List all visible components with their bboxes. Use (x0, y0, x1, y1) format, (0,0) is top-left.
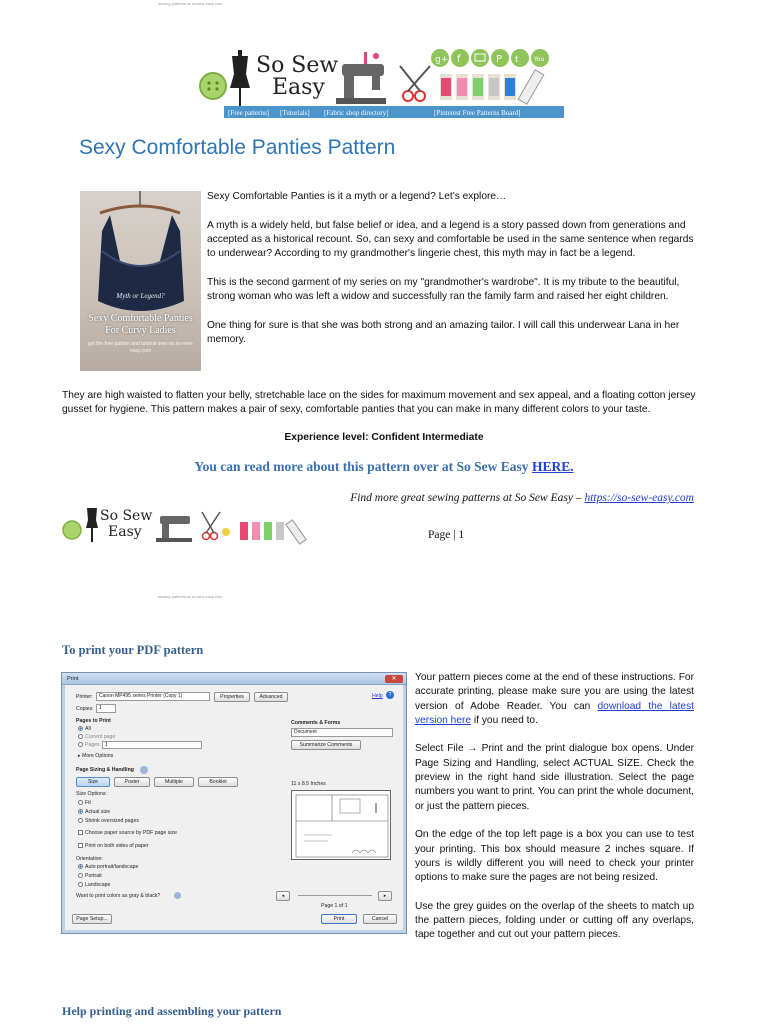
close-icon[interactable]: ✕ (385, 675, 403, 683)
scissors-icon (202, 512, 220, 540)
intro-paragraph: This is the second garment of my series on my "grandmother's wardrobe". It is my tribute to the beautiful, strong woman who was left a widow and successfully ran the family farm and raised her eight children. (207, 276, 680, 303)
find-more-line (300, 492, 694, 504)
size-options-label: Size Options: (76, 791, 107, 797)
banner-link-free-patterns[interactable]: [Free patterns] (228, 109, 270, 117)
brand-easy: Easy (272, 75, 325, 100)
print-button[interactable]: Print (321, 914, 357, 924)
read-more-link[interactable]: HERE. (531, 459, 574, 474)
page-slider[interactable] (298, 895, 372, 896)
cover-tag: Myth or Legend? (116, 292, 165, 300)
orientation-label: Orientation: (76, 856, 103, 862)
button-icon (63, 521, 81, 539)
page-number: Page | 1 (428, 529, 465, 541)
cover-subtitle: get the free pattern and tutorial over on so-sew-easy.com (87, 341, 194, 354)
copies-label: Copies: (76, 706, 94, 712)
tape-icon (222, 528, 230, 536)
print-section-heading: To print your PDF pattern (62, 643, 204, 657)
next-page-button[interactable]: ▸ (378, 891, 392, 901)
comments-forms-heading: Comments & Forms (291, 720, 341, 726)
footer-logo (60, 502, 315, 546)
tab-poster[interactable]: Poster (114, 777, 150, 787)
footer-brand-easy: Easy (108, 524, 142, 540)
option-pages[interactable]: Pages (78, 742, 100, 748)
page-title: Sexy Comfortable Panties Pattern (79, 136, 396, 159)
option-shrink[interactable]: Shrink oversized pages (78, 818, 139, 824)
printer-label: Printer: (76, 694, 93, 700)
option-portrait[interactable]: Portrait (78, 873, 102, 879)
svg-text:g+: g+ (435, 55, 449, 65)
copies-input[interactable]: 1 (96, 704, 116, 713)
svg-text:f: f (457, 54, 461, 65)
more-options-toggle[interactable]: ▸ More Options (78, 753, 114, 759)
cover-image (80, 191, 201, 371)
option-current-page[interactable]: Current page (78, 734, 115, 740)
option-actual-size[interactable]: Actual size (78, 809, 110, 815)
read-more-text: You can read more about this pattern over at So Sew Easy (194, 459, 532, 474)
read-more-line (0, 459, 768, 475)
option-all[interactable]: All (78, 726, 91, 732)
sewing-machine-icon (156, 516, 192, 542)
cancel-button[interactable]: Cancel (363, 914, 397, 924)
print-paragraph: Use the grey guides on the overlap of the sheets to match up the pattern pieces, folding under or cutting off any overlaps, tape together and cut out your pattern pieces. (415, 900, 694, 941)
paper-size-label: 11 x 8.5 Inches (291, 781, 326, 787)
print-instructions (415, 671, 694, 957)
print-paragraph: Select File → Print and the print dialogue box opens. Under Page Sizing and Handling, select ACTUAL SIZE. Check the preview in the right hand side illustration. Select the page numbers you want to print. You can print the whole document, or just the pattern pieces. (415, 743, 694, 812)
site-banner[interactable] (194, 44, 564, 122)
cover-title: Sexy Comfortable Panties For Curvy Ladies (88, 313, 193, 336)
svg-text:t: t (515, 55, 519, 65)
option-auto-orientation[interactable]: Auto portrait/landscape (78, 864, 138, 870)
checkbox-both-sides[interactable]: Print on both sides of paper (78, 843, 148, 849)
intro-paragraph: One thing for sure is that she was both strong and an amazing tailor. I will call this underwear Lana in her memory. (207, 319, 680, 345)
info-icon[interactable] (174, 892, 181, 899)
experience-level: Experience level: Confident Intermediate (284, 432, 484, 443)
page-setup-button[interactable]: Page Setup... (72, 914, 112, 924)
site-url-link[interactable]: https://so-sew-easy.com (584, 492, 694, 504)
thread-spools-icon (440, 74, 516, 100)
svg-text:You: You (534, 56, 545, 63)
banner-link-fabric-shop[interactable]: [Fabric shop directory] (324, 109, 389, 117)
download-adobe-link[interactable]: download the latest version here (415, 700, 694, 726)
tab-size[interactable]: Size (76, 777, 110, 787)
page-sizing-heading: Page Sizing & Handling (76, 767, 134, 773)
prev-page-button[interactable]: ◂ (276, 891, 290, 901)
dialog-title: Print (67, 676, 79, 682)
print-paragraph: On the edge of the top left page is a box you can use to test your printing. This box should measure 2 inches square. If yours is wildly different you will need to check your printer options to make sure the pages are not being resized. (415, 829, 694, 884)
print-preview (291, 790, 391, 860)
footer-url-text: sewing patterns at so-sew-easy.com (158, 594, 223, 599)
printer-select[interactable]: Canon MP495 series Printer (Copy 1) (96, 692, 210, 701)
checkbox-choose-paper[interactable]: Choose paper source by PDF page size (78, 830, 177, 836)
intro-paragraph: A myth is a widely held, but false belief or idea, and a legend is a story passed down from generations and accepted as a historical recount. So, can sexy and comfortable be used in the same sentence when regards to underwear? According to my grandmother's lingerie chest, this myth may in fact be a legend. (207, 219, 694, 260)
thread-spools-icon (240, 522, 284, 540)
intro-text (207, 190, 697, 362)
footer-brand-so-sew: So Sew (100, 508, 153, 524)
tab-multiple[interactable]: Multiple (154, 777, 194, 787)
dress-form-icon (86, 508, 98, 542)
button-icon (200, 73, 226, 99)
description-paragraph: They are high waisted to flatten your belly, stretchable lace on the sides for maximum movement and sex appeal, and a floating cotton jersey gusset for hygiene. This pattern makes a pair of sexy, comfortable panties that you can make in many different colors to your taste. (62, 390, 696, 416)
print-dialog-screenshot (61, 672, 407, 934)
banner-link-pinterest[interactable]: [Pinterest Free Patterns Board] (434, 109, 521, 117)
intro-paragraph: Sexy Comfortable Panties is it a myth or a legend? Let's explore… (207, 191, 507, 202)
banner-link-tutorials[interactable]: [Tutorials] (280, 109, 310, 117)
header-url-text: sewing patterns at so-sew-easy.com (158, 1, 223, 6)
help-link[interactable]: Help (372, 693, 383, 699)
info-icon[interactable] (140, 766, 148, 774)
summarize-comments-button[interactable]: Summarize Comments (291, 740, 361, 750)
pages-input[interactable]: 1 (102, 741, 202, 749)
print-paragraph: Your pattern pieces come at the end of these instructions. For accurate printing, please make sure you are using the latest version of Adobe Reader. You can download the latest version here if you need to. (415, 672, 694, 726)
svg-text:P: P (496, 54, 503, 65)
option-landscape[interactable]: Landscape (78, 882, 110, 888)
ruler-icon (286, 520, 306, 544)
properties-button[interactable]: Properties (214, 692, 250, 702)
tab-booklet[interactable]: Booklet (198, 777, 238, 787)
gray-question-text: Want to print colors as gray & black? (76, 893, 161, 899)
find-more-text: Find more great sewing patterns at So Sew Easy – (350, 492, 585, 504)
pages-to-print-heading: Pages to Print (76, 718, 111, 724)
dialog-titlebar (62, 673, 406, 685)
option-fit[interactable]: Fit (78, 800, 91, 806)
advanced-button[interactable]: Advanced (254, 692, 288, 702)
page-of-label: Page 1 of 1 (321, 903, 348, 909)
brand-so-sew: So Sew (256, 53, 339, 78)
help-icon[interactable]: ? (386, 691, 394, 699)
comments-select[interactable]: Document (291, 728, 393, 737)
help-section-heading: Help printing and assembling your pattern (62, 1004, 282, 1018)
